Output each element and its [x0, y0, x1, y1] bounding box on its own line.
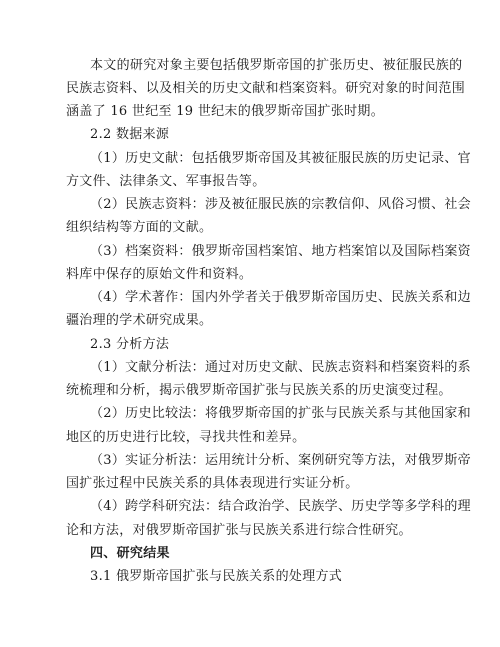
paragraph-line: （3）档案资料：俄罗斯帝国档案馆、地方档案馆以及国际档案资 — [90, 244, 471, 259]
paragraph-line: （3）实证分析法：运用统计分析、案例研究等方法，对俄罗斯帝 — [90, 453, 471, 468]
paragraph-line: 国扩张过程中民族关系的具体表现进行实证分析。 — [66, 476, 359, 491]
paragraph-line: （2）历史比较法：将俄罗斯帝国的扩张与民族关系与其他国家和 — [90, 406, 471, 421]
paragraph-line: 涵盖了 16 世纪至 19 世纪末的俄罗斯帝国扩张时期。 — [66, 104, 385, 119]
paragraph-line: （2）民族志资料：涉及被征服民族的宗教信仰、风俗习惯、社会 — [90, 197, 471, 212]
paragraph-line: 疆治理的学术研究成果。 — [66, 313, 213, 328]
paragraph-line: 方文件、法律条文、军事报告等。 — [66, 174, 266, 189]
paragraph-line: 论和方法，对俄罗斯帝国扩张与民族关系进行综合性研究。 — [66, 523, 412, 538]
paragraph-line: 本文的研究对象主要包括俄罗斯帝国的扩张历史、被征服民族的 — [90, 58, 463, 73]
paragraph-line: （4）跨学科研究法：结合政治学、民族学、历史学等多学科的理 — [90, 499, 471, 514]
paragraph-line: 组织结构等方面的文献。 — [66, 220, 213, 235]
paragraph-line: 地区的历史进行比较，寻找共性和差异。 — [66, 430, 306, 445]
chapter-heading: 四、研究结果 — [90, 546, 170, 561]
paragraph-line: （1）文献分析法：通过对历史文献、民族志资料和档案资料的系 — [90, 360, 471, 375]
paragraph-line: 料库中保存的原始文件和资料。 — [66, 267, 253, 282]
section-heading: 2.2 数据来源 — [90, 127, 170, 142]
paragraph-line: （4）学术著作：国内外学者关于俄罗斯帝国历史、民族关系和边 — [90, 290, 471, 305]
paragraph-line: 统梳理和分析，揭示俄罗斯帝国扩张与民族关系的历史演变过程。 — [66, 383, 452, 398]
paragraph-line: （1）历史文献：包括俄罗斯帝国及其被征服民族的历史记录、官 — [90, 151, 471, 166]
section-heading: 2.3 分析方法 — [90, 337, 170, 352]
paragraph-line: 民族志资料、以及相关的历史文献和档案资料。研究对象的时间范围 — [66, 81, 466, 96]
section-heading: 3.1 俄罗斯帝国扩张与民族关系的处理方式 — [90, 569, 343, 584]
